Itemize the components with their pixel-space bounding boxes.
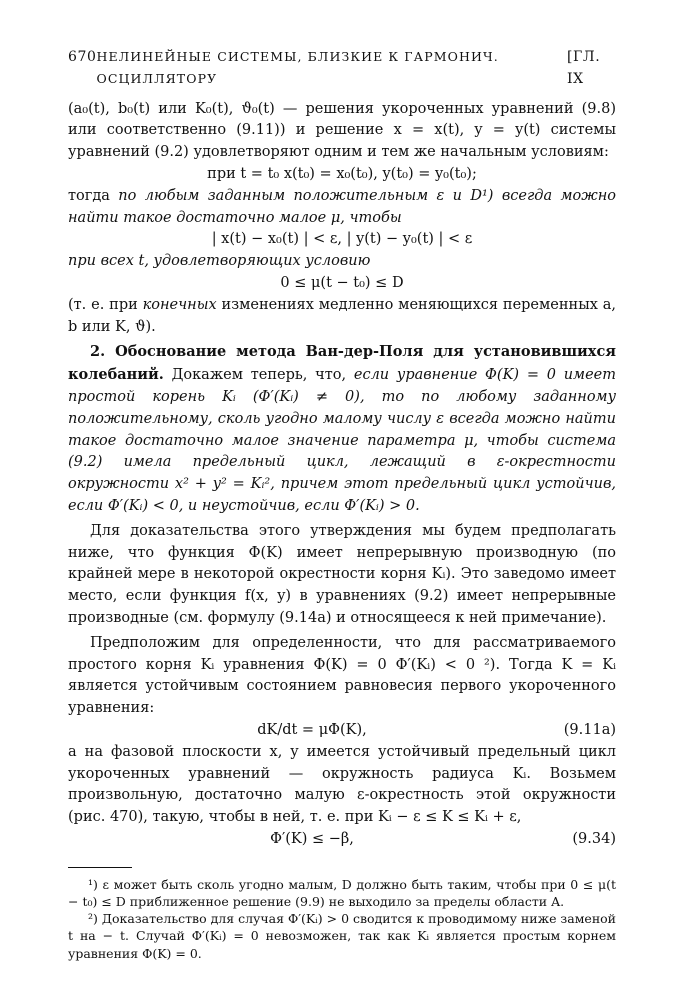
equation-9-34-body: Φ′(K) ≤ −β, — [270, 830, 354, 847]
footnote-1: ¹) ε может быть сколь угодно малым, D должно быть таким, чтобы при 0 ≤ μ(t − t₀) ≤ D приближенное решение (9.9) не выходило за пределы области A. — [68, 876, 616, 909]
equation-initial-conditions: при t = t₀ x(t₀) = x₀(t₀), y(t₀) = y₀(t₀); — [207, 165, 477, 182]
page-number: 670 — [68, 49, 97, 65]
remark-italic: конечных — [142, 296, 217, 313]
paragraph-stability: Предположим для определенности, что для рассматриваемого простого корня Kᵢ уравнения Φ(K) = 0 Φ′(Kᵢ) < 0 ²). Тогда K = Kᵢ является устойчивым состоянием равновесия первого укороченного уравнения: — [68, 634, 616, 717]
paragraph-theorem — [68, 186, 616, 230]
section-2-heading: 2. Обоснование метода Ван-дер-Поля для установившихся колебаний. — [68, 343, 616, 384]
footnotes — [68, 876, 616, 962]
book-page — [68, 46, 616, 962]
remark-b: изменениях медленно меняющихся переменных a, b или K, ϑ). — [68, 296, 617, 335]
equation-time-condition: 0 ≤ μ(t − t₀) ≤ D — [280, 274, 404, 291]
equation-9-11a — [68, 720, 616, 742]
paragraph-intro: (a₀(t), b₀(t) или K₀(t), ϑ₀(t) — решения укороченных уравнений (9.8) или соответственно (9.11)) и решение x = x(t), y = y(t) системы уравнений (9.2) удовлетворяют одним и тем же начальным условиям: — [68, 100, 616, 161]
page-header — [68, 46, 616, 91]
paragraph-remark — [68, 295, 616, 339]
section-2-lead: Докажем теперь, что, — [163, 367, 354, 384]
paragraph-proof-assumption: Для доказательства этого утверждения мы будем предполагать ниже, что функция Φ(K) имеет непрерывную производную (по крайней мере в некоторой окрестности корня Kᵢ). Это заведомо имеет место, если функция f(x, y) в уравнениях (9.2) имеет непрерывные производные (см. формулу (9.14a) и относящееся к ней примечание). — [68, 522, 616, 626]
equation-9-11a-number: (9.11a) — [563, 721, 616, 738]
footnote-2: ²) Доказательство для случая Φ′(Kᵢ) > 0 сводится к проводимому ниже заменой t на − t. Случай Φ′(Kᵢ) = 0 невозможен, так как Kᵢ является простым корнем уравнения Φ(K) = 0. — [68, 911, 617, 961]
section-2-statement: если уравнение Φ(K) = 0 имеет простой корень Kᵢ (Φ′(Kᵢ) ≠ 0), то по любому заданному положительному, сколь угодно малому числу ε всегда можно найти такое достаточно малое значение параметра μ, чтобы система (9.2) имела предельный цикл, лежащий в ε-окрестности окружности x² + y² = Kᵢ², причем этот предельный цикл устойчив, если Φ′(Kᵢ) < 0, и неустойчив, если Φ′(Kᵢ) > 0. — [68, 367, 616, 514]
equation-bound: | x(t) − x₀(t) | < ε, | y(t) − y₀(t) | < ε — [211, 231, 473, 248]
running-title: НЕЛИНЕЙНЫЕ СИСТЕМЫ, БЛИЗКИЕ К ГАРМОНИЧ. ОСЦИЛЛЯТОРУ — [96, 49, 499, 86]
equation-9-11a-body: dK/dt = μΦ(K), — [257, 721, 367, 738]
theorem-lead: тогда — [68, 187, 119, 204]
condition-text: при всех t, удовлетворяющих условию — [68, 253, 371, 270]
theorem-statement: по любым заданным положительным ε и D¹) всегда можно найти такое достаточно малое μ, чтобы — [68, 187, 617, 226]
paragraph-condition — [68, 251, 616, 273]
remark-a: (т. е. при — [68, 296, 143, 313]
section-2 — [68, 341, 616, 517]
equation-9-34 — [68, 829, 616, 851]
paragraph-phase-plane: а на фазовой плоскости x, y имеется устойчивый предельный цикл укороченных уравнений — окружность радиуса Kᵢ. Возьмем произвольную, достаточно малую ε-окрестность этой окружности (рис. 470), такую, чтобы в ней, т. е. при Kᵢ − ε ≤ K ≤ Kᵢ + ε, — [68, 743, 616, 826]
chapter-label: [ГЛ. IX — [566, 49, 601, 87]
footnote-rule — [68, 867, 132, 868]
equation-9-34-number: (9.34) — [572, 830, 616, 847]
